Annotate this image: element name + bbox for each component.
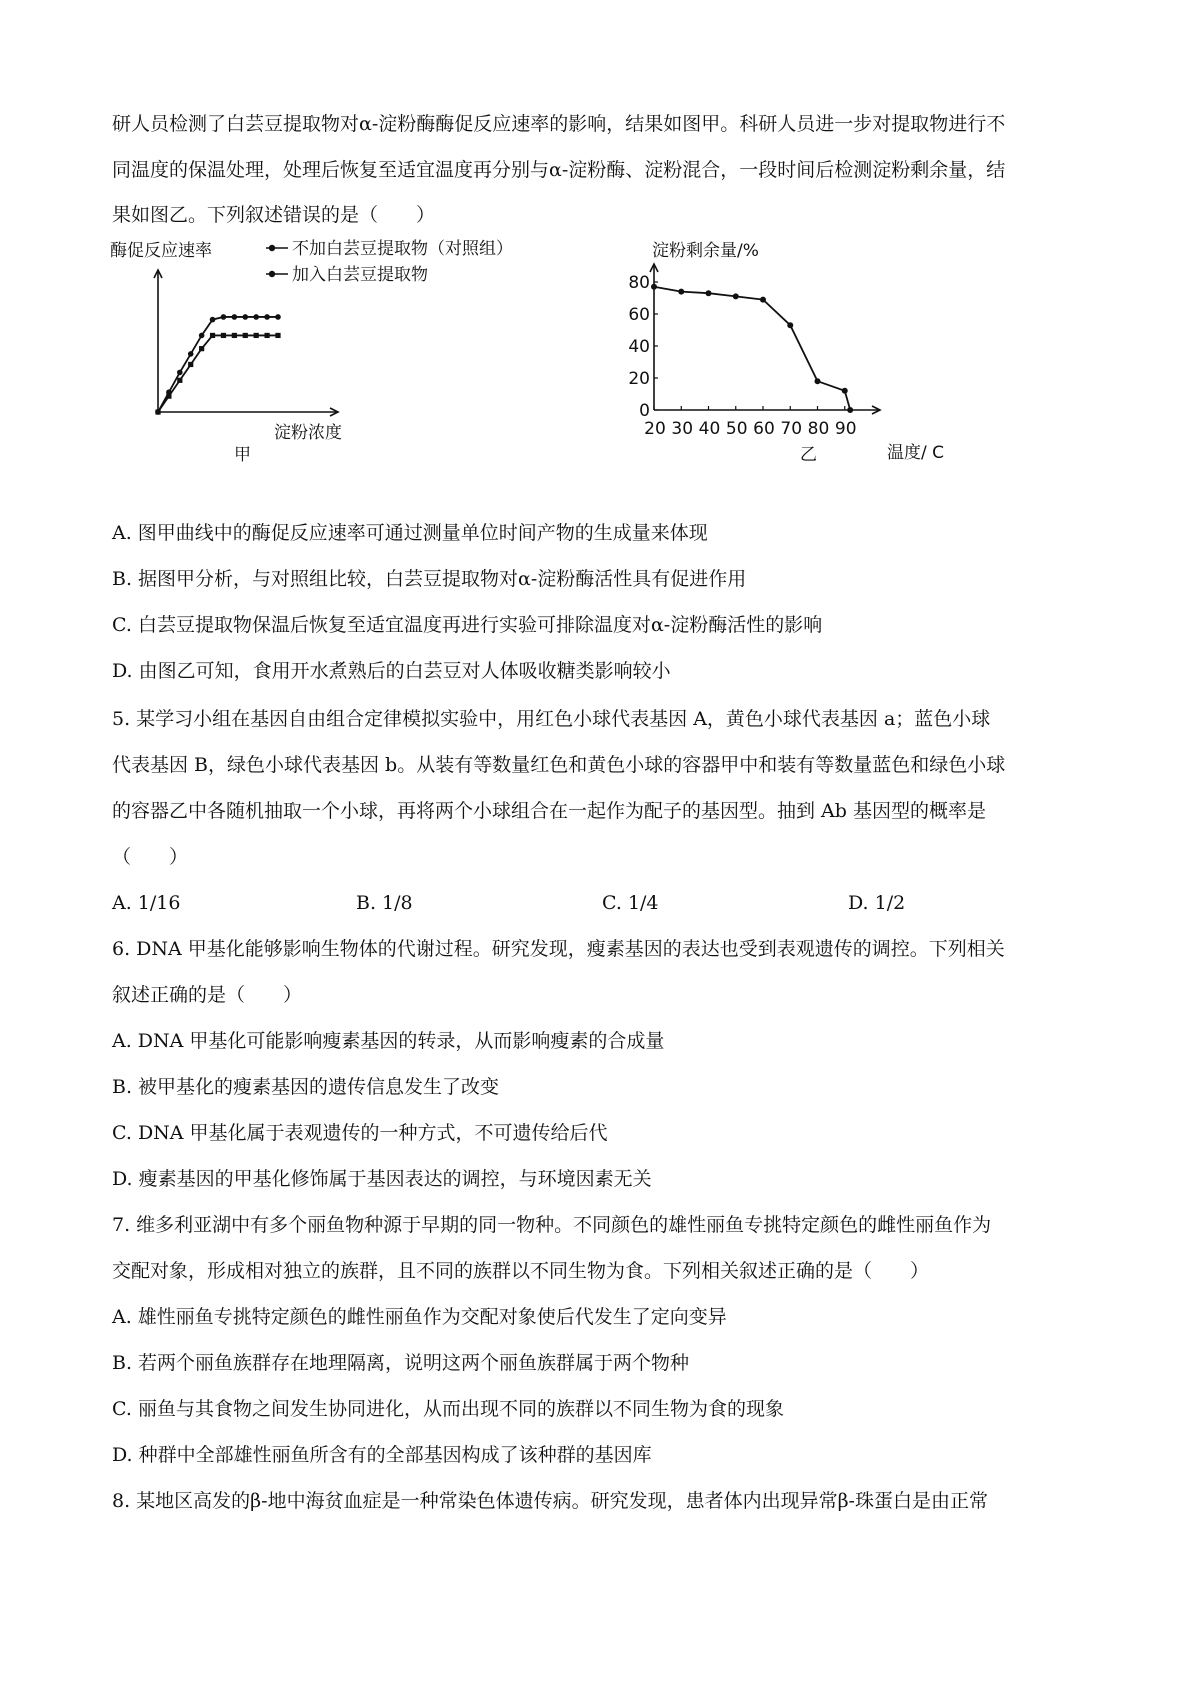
- chart-jia-series-1-point: [177, 378, 182, 383]
- chart-jia-series-0-point: [199, 333, 205, 339]
- chart-jia-series-0-point: [232, 314, 238, 320]
- chart-yi-ylabel: 淀粉剩余量/%: [652, 241, 759, 261]
- q4-stem-line-3: 果如图乙。下列叙述错误的是（ ）: [112, 204, 436, 226]
- chart-yi-ytick-label: 20: [628, 369, 650, 389]
- q7-option-c: C. 丽鱼与其食物之间发生协同进化，从而出现不同的族群以不同生物为食的现象: [112, 1398, 784, 1420]
- chart-jia-caption: 甲: [234, 445, 251, 465]
- q4-option-b: B. 据图甲分析，与对照组比较，白芸豆提取物对α-淀粉酶活性具有促进作用: [112, 568, 747, 590]
- chart-jia-axes: [154, 270, 338, 416]
- q6-option-c: C. DNA 甲基化属于表观遗传的一种方式，不可遗传给后代: [112, 1122, 608, 1144]
- chart-jia-series-1-point: [188, 362, 193, 367]
- q5-stem-line-3: 的容器乙中各随机抽取一个小球，再将两个小球组合在一起作为配子的基因型。抽到 Ab 基因型的概率是: [112, 800, 986, 822]
- q4-option-a: A. 图甲曲线中的酶促反应速率可通过测量单位时间产物的生成量来体现: [112, 522, 708, 544]
- chart-yi: [628, 232, 970, 477]
- chart-yi-xtick-label: 90: [834, 419, 857, 439]
- chart-yi-point: [678, 289, 684, 295]
- q5-option-c: C. 1/4: [602, 892, 659, 914]
- chart-jia-series-1-point: [199, 346, 204, 351]
- chart-jia-series-1-point: [254, 333, 259, 338]
- chart-jia-series-0-point: [210, 317, 216, 323]
- chart-yi-xtick-label: 20: [644, 419, 666, 439]
- chart-yi-axes: [628, 264, 880, 439]
- chart-jia-series-1-point: [275, 333, 280, 338]
- q4-option-d: D. 由图乙可知，食用开水煮熟后的白芸豆对人体吸收糖类影响较小: [112, 660, 671, 682]
- q6-stem-line-1: 6. DNA 甲基化能够影响生物体的代谢过程。研究发现，瘦素基因的表达也受到表观遗传的调控。下列相关: [112, 938, 1005, 960]
- chart-yi-xtick-label: 80: [807, 419, 830, 439]
- chart-jia-series-0-line: [158, 317, 278, 412]
- chart-jia-series-1-point: [243, 333, 248, 338]
- chart-jia-series-0-point: [221, 314, 227, 320]
- chart-yi-xtick-label: 40: [698, 419, 721, 439]
- q6-option-a: A. DNA 甲基化可能影响瘦素基因的转录，从而影响瘦素的合成量: [112, 1030, 665, 1052]
- chart-jia-series-1-point: [221, 333, 226, 338]
- q4-option-c: C. 白芸豆提取物保温后恢复至适宜温度再进行实验可排除温度对α-淀粉酶活性的影响: [112, 614, 823, 636]
- chart-jia-series: [155, 314, 281, 415]
- chart-yi-xtick-label: 30: [671, 419, 694, 439]
- q5-stem-line-4: （ ）: [112, 846, 189, 868]
- chart-yi-point: [815, 378, 821, 384]
- chart-yi-point: [842, 388, 848, 394]
- q6-option-d: D. 瘦素基因的甲基化修饰属于基因表达的调控，与环境因素无关: [112, 1168, 652, 1190]
- chart-jia-series-0-point: [177, 370, 183, 376]
- q4-stem-line-1: 研人员检测了白芸豆提取物对α-淀粉酶酶促反应速率的影响，结果如图甲。科研人员进一步对提取物进行不: [112, 113, 1006, 135]
- chart-yi-xtick-label: 50: [725, 419, 748, 439]
- chart-yi-point: [787, 322, 793, 328]
- chart-yi-series: [651, 284, 853, 413]
- chart-jia-series-0-point: [242, 314, 248, 320]
- chart-yi-line: [654, 287, 850, 410]
- chart-jia-series-1-point: [264, 333, 269, 338]
- chart-jia-legend-extract: 加入白芸豆提取物: [292, 265, 428, 285]
- q7-option-a: A. 雄性丽鱼专挑特定颜色的雌性丽鱼作为交配对象使后代发生了定向变异: [112, 1306, 727, 1328]
- chart-yi-xtick-label: 70: [780, 419, 803, 439]
- chart-jia-series-1-point: [210, 333, 215, 338]
- chart-yi-point: [847, 407, 853, 413]
- q5-option-b: B. 1/8: [356, 892, 413, 914]
- q4-stem-line-2: 同温度的保温处理，处理后恢复至适宜温度再分别与α-淀粉酶、淀粉混合，一段时间后检测淀粉剩余量，结: [112, 159, 1006, 181]
- q7-stem-line-1: 7. 维多利亚湖中有多个丽鱼物种源于早期的同一物种。不同颜色的雄性丽鱼专挑特定颜色的雌性丽鱼作为: [112, 1214, 992, 1236]
- chart-yi-caption: 乙: [800, 445, 817, 465]
- chart-yi-ytick-label: 80: [628, 273, 650, 293]
- chart-yi-xlabel: 温度/ C: [887, 443, 945, 463]
- chart-yi-ytick-label: 60: [628, 305, 650, 325]
- chart-jia-series-0-point: [264, 314, 270, 320]
- chart-jia-series-0-point: [188, 351, 194, 357]
- chart-jia-legend-control: 不加白芸豆提取物（对照组）: [292, 239, 513, 259]
- chart-yi-point: [706, 290, 712, 296]
- chart-jia-ylabel: 酶促反应速率: [110, 241, 212, 261]
- chart-yi-point: [760, 297, 766, 303]
- q6-stem-line-2: 叙述正确的是（ ）: [112, 984, 303, 1006]
- q5-option-d: D. 1/2: [848, 892, 906, 914]
- chart-jia-series-0-point: [275, 314, 281, 320]
- chart-yi-ytick-label: 0: [639, 401, 650, 421]
- chart-jia-series-1-point: [166, 394, 171, 399]
- q7-stem-line-2: 交配对象，形成相对独立的族群，且不同的族群以不同生物为食。下列相关叙述正确的是（ ）: [112, 1260, 930, 1282]
- q7-option-b: B. 若两个丽鱼族群存在地理隔离，说明这两个丽鱼族群属于两个物种: [112, 1352, 690, 1374]
- chart-jia: [100, 232, 520, 472]
- chart-yi-point: [651, 284, 657, 290]
- chart-yi-point: [733, 293, 739, 299]
- q6-option-b: B. 被甲基化的瘦素基因的遗传信息发生了改变: [112, 1076, 500, 1098]
- q5-option-a: A. 1/16: [112, 892, 181, 914]
- chart-jia-legend: [266, 239, 513, 285]
- q7-option-d: D. 种群中全部雄性丽鱼所含有的全部基因构成了该种群的基因库: [112, 1444, 652, 1466]
- chart-jia-xlabel: 淀粉浓度: [274, 423, 342, 443]
- chart-jia-series-1-point: [232, 333, 237, 338]
- chart-jia-series-1-line: [158, 335, 278, 412]
- chart-yi-ytick-label: 40: [628, 337, 650, 357]
- chart-jia-series-1-point: [155, 409, 160, 414]
- chart-jia-series-0-point: [253, 314, 259, 320]
- q5-stem-line-2: 代表基因 B，绿色小球代表基因 b。从装有等数量红色和黄色小球的容器甲中和装有等数量蓝色和绿色小球: [112, 754, 1006, 776]
- chart-yi-xtick-label: 60: [753, 419, 775, 439]
- q8-stem-line-1: 8. 某地区高发的β-地中海贫血症是一种常染色体遗传病。研究发现，患者体内出现异常β-珠蛋白是由正常: [112, 1490, 988, 1512]
- q5-stem-line-1: 5. 某学习小组在基因自由组合定律模拟实验中，用红色小球代表基因 A，黄色小球代表基因 a；蓝色小球: [112, 708, 991, 730]
